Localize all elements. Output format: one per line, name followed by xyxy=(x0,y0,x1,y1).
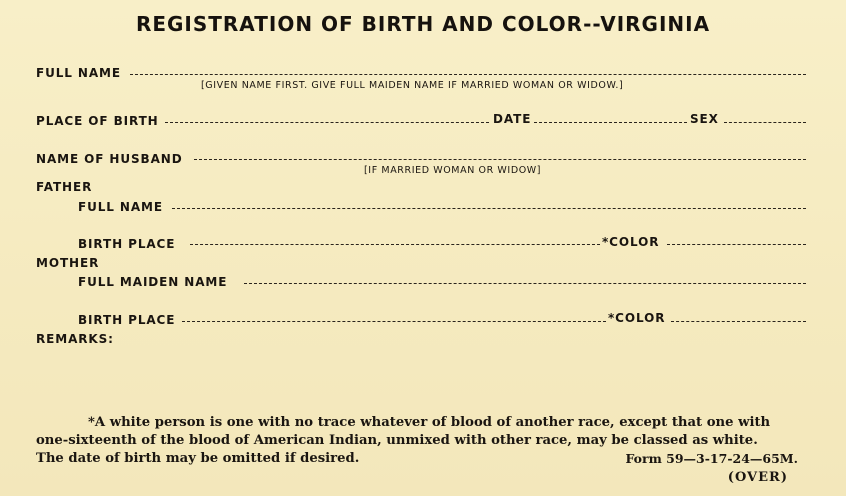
mother-heading: MOTHER xyxy=(36,256,100,270)
mother-full-maiden-name-label: FULL MAIDEN NAME xyxy=(78,275,228,289)
over-note: (OVER) xyxy=(727,470,788,485)
name-of-husband-line[interactable] xyxy=(194,159,806,160)
footnote-line-2: one-sixteenth of the blood of American Indian, unmixed with other race, may be classed as white. xyxy=(36,433,758,448)
remarks-label: REMARKS: xyxy=(36,332,114,346)
sex-line[interactable] xyxy=(724,122,806,123)
full-name-label: FULL NAME xyxy=(36,66,121,80)
father-heading: FATHER xyxy=(36,180,93,194)
full-name-line[interactable] xyxy=(130,74,806,75)
date-label: DATE xyxy=(493,112,532,126)
mother-birth-place-label: BIRTH PLACE xyxy=(78,313,176,327)
father-color-label: *COLOR xyxy=(602,235,660,249)
form-title: REGISTRATION OF BIRTH AND COLOR--VIRGINIA xyxy=(135,12,711,36)
mother-color-label: *COLOR xyxy=(608,311,666,325)
date-line[interactable] xyxy=(534,122,687,123)
mother-color-line[interactable] xyxy=(671,321,806,322)
full-name-hint: [GIVEN NAME FIRST. GIVE FULL MAIDEN NAME IF MARRIED WOMAN OR WIDOW.] xyxy=(201,80,624,91)
father-full-name-label: FULL NAME xyxy=(78,200,163,214)
mother-full-maiden-name-line[interactable] xyxy=(244,283,806,284)
footnote-line-1: *A white person is one with no trace whatever of blood of another race, except that one with xyxy=(88,415,771,430)
name-of-husband-label: NAME OF HUSBAND xyxy=(36,152,183,166)
form-number: Form 59—3-17-24—65M. xyxy=(625,451,798,466)
father-full-name-line[interactable] xyxy=(172,208,806,209)
sex-label: SEX xyxy=(690,112,719,126)
father-birth-place-line[interactable] xyxy=(190,244,600,245)
husband-hint: [IF MARRIED WOMAN OR WIDOW] xyxy=(364,165,542,176)
place-of-birth-line[interactable] xyxy=(165,122,489,123)
footnote-line-3: The date of birth may be omitted if desired. xyxy=(36,451,360,466)
place-of-birth-label: PLACE OF BIRTH xyxy=(36,114,159,128)
father-color-line[interactable] xyxy=(667,244,806,245)
mother-birth-place-line[interactable] xyxy=(182,321,606,322)
father-birth-place-label: BIRTH PLACE xyxy=(78,237,176,251)
